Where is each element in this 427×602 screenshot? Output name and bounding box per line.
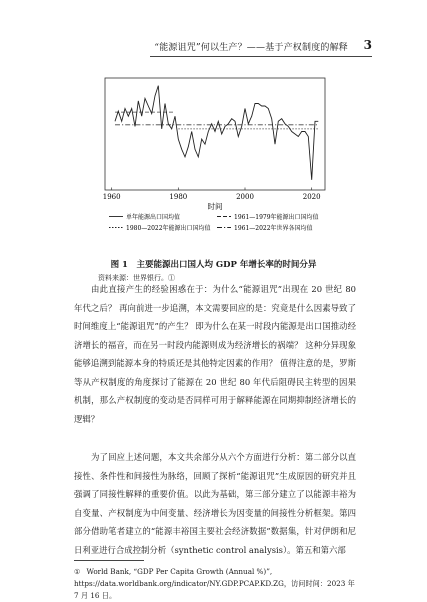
chart-legend [109, 213, 319, 232]
x-tick-label: 1980 [169, 193, 188, 201]
x-tick-label: 1960 [102, 193, 121, 201]
figure [95, 70, 335, 248]
plot-frame [105, 78, 325, 190]
page-number: 3 [363, 38, 372, 52]
figure-caption: 图 1 主要能源出口国人均 GDP 年增长率的时间分异 [110, 260, 317, 270]
gdp-growth-line-chart [95, 70, 335, 248]
series-line-single-year-mean [115, 86, 318, 180]
running-title: “能源诅咒”何以生产？——基于产权制度的解释 [154, 43, 348, 53]
figure-source: 资料来源：世界银行。① [98, 274, 175, 282]
body-paragraph: 由此直接产生的经验困惑在于：为什么“能源诅咒”出现在 20 世纪 80 年代之后？ 再向前进一步追溯，本文需要回应的是：究竟是什么因素导致了时间维度上“能源诅咒”的产生？ 即为什么在某一时段内能源是出口国推动经济增长的福音，而在另一时段内能源则成为经济增长的祸端？ 这种分异现象能够追溯到能源本身的特质还是其他特定因素的作用？ 值得注意的是，罗斯等从产权制度的角度探讨了能源在 20 世纪 80 年代后阻碍民主转型的因果机制，那么产权制度的变动是否同样可用于解释能源在同期抑制经济增长的逻辑？ [74, 284, 356, 424]
x-axis-label: 时间 [207, 202, 223, 211]
running-header [150, 38, 372, 54]
header-rule [150, 56, 372, 57]
body-paragraph: 为了回应上述问题，本文共余部分从六个方面进行分析：第二部分以直接性、条件性和间接性为脉络，回顾了探析“能源诅咒”生成原因的研究并且强调了同接性解释的重要价值。以此为基础，第三部分建立了以能源丰裕为自变量、产权制度为中间变量、经济增长为因变量的间接性分析框架。第四部分借助笔者建立的“能源丰裕国主要社会经济数据”数据集，针对伊朗和尼日利亚进行合成控制分析（synthetic control analysis）。第五和第六部 [74, 452, 356, 555]
legend-label: 1961—1979年能源出口国均值 [234, 214, 319, 221]
legend-label: 单年能源出口国均值 [126, 214, 181, 221]
x-tick-label: 2000 [236, 193, 254, 201]
footnote [74, 566, 356, 602]
x-tick-label: 2020 [302, 193, 321, 201]
footnote-rule [74, 560, 144, 561]
footnote-text: World Bank, “GDP Per Capita Growth (Annual %)”, https://data.worldbank.org/indicator/NY.GDP.PCAP.KD.ZG，访问时间：2023 年 7 月 16 日。 [74, 567, 355, 600]
footnote-mark: ① [74, 567, 81, 576]
legend-label: 1980—2022年能源出口国均值 [126, 225, 211, 232]
legend-label: 1961—2022年世界各国均值 [234, 225, 313, 232]
